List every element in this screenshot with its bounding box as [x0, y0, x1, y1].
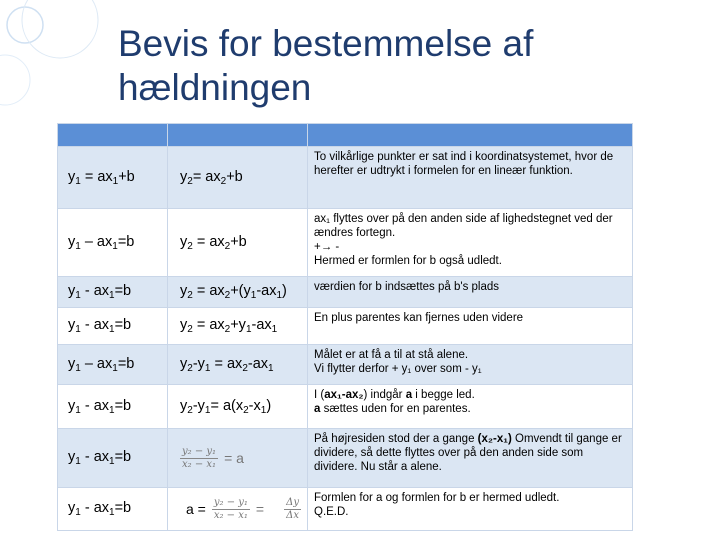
equation-right: $y_2-y_1= a(x_2-x_1)$ [168, 385, 308, 429]
explanation-note: Målet er at få a til at stå alene. Vi flytter derfor + y₁ over som - y₁ [308, 345, 633, 385]
equation-left: $y_1 - ax_1=b$ [58, 488, 168, 531]
title-line-2: hældningen [118, 67, 312, 108]
explanation-note: ax₁ flyttes over på den anden side af lighedstegnet ved der ændres fortegn. +→ - Hermed er formlen for b også udledt. [308, 209, 633, 277]
table-row [58, 385, 633, 429]
table-header [58, 124, 633, 147]
equation-left: $y_1 - ax_1=b$ [58, 308, 168, 345]
equation-right: a = $\frac{\text{y₂ − y₁}}{\text{x₂ − x₁}}$ = $\frac{\Delta y}{\Delta x}$ [168, 488, 308, 531]
equation-left: $y_1 - ax_1=b$ [58, 277, 168, 308]
table-row [58, 308, 633, 345]
equation-right: $y_2-y_1 = ax_2-ax_1$ [168, 345, 308, 385]
table-row [58, 277, 633, 308]
equation-left: $y_1 = ax_1+b$ [58, 147, 168, 209]
equation-left: $y_1 - ax_1=b$ [58, 345, 168, 385]
explanation-note: værdien for b indsættes på b's plads [308, 277, 633, 308]
proof-table [57, 123, 633, 531]
explanation-note: På højresiden stod der a gange (x₂-x₁) Omvendt til gange er dividere, så dette flyttes over på den anden side som dividere. Nu står a alene. [308, 429, 633, 488]
equation-right: $y_2 = ax_2+b$ [168, 209, 308, 277]
equation-right: $y_2 = ax_2+(y_1-ax_1)$ [168, 277, 308, 308]
table-row [58, 345, 633, 385]
explanation-note: Formlen for a og formlen for b er hermed udledt. Q.E.D. [308, 488, 633, 531]
equation-right: $y_2 = ax_2+y_1-ax_1$ [168, 308, 308, 345]
table-row [58, 209, 633, 277]
equation-right: $y_2= ax_2+b$ [168, 147, 308, 209]
table-row [58, 147, 633, 209]
equation-left: $y_1 - ax_1=b$ [58, 429, 168, 488]
explanation-note: I (ax₁-ax₂) indgår a i begge led. a sættes uden for en parentes. [308, 385, 633, 429]
table-row [58, 429, 633, 488]
equation-right: $\frac{\text{y₂ − y₁}}{\text{x₂ − x₁}}$ = a [168, 429, 308, 488]
equation-left: $y_1 - ax_1=b$ [58, 209, 168, 277]
page-title [118, 22, 533, 110]
table-row [58, 488, 633, 531]
title-line-1: Bevis for bestemmelse af [118, 23, 534, 64]
equation-left: $y_1 - ax_1=b$ [58, 385, 168, 429]
explanation-note: En plus parentes kan fjernes uden videre [308, 308, 633, 345]
explanation-note: To vilkårlige punkter er sat ind i koordinatsystemet, hvor de herefter er udtrykt i formelen for en lineær funktion. [308, 147, 633, 209]
